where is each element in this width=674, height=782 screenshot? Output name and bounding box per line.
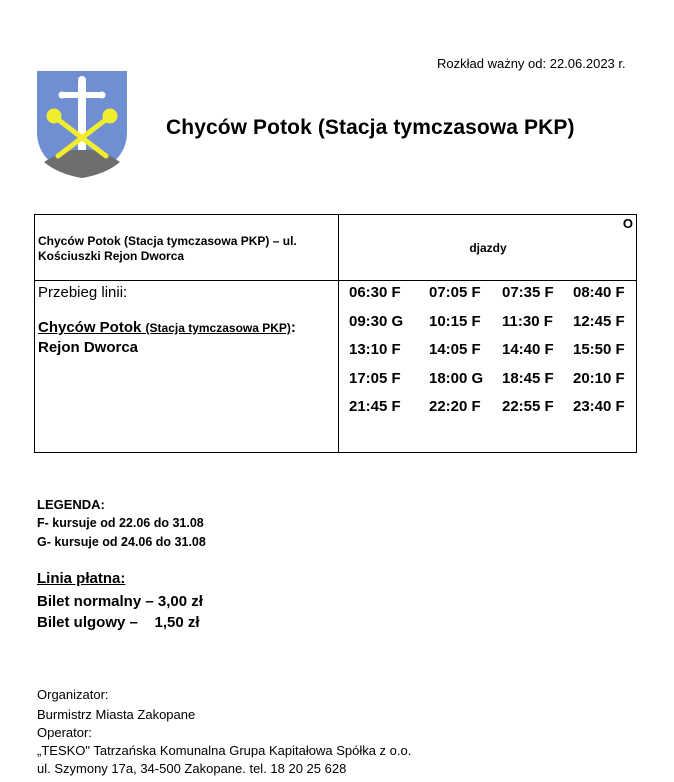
legend-item-f: F- kursuje od 22.06 do 31.08: [37, 516, 204, 530]
departure-time: 09:30 G: [349, 312, 404, 330]
departure-time: 14:40 F: [502, 341, 554, 358]
departure-time: 13:10 F: [349, 341, 401, 358]
legend-item-g: G- kursuje od 24.06 do 31.08: [37, 535, 206, 549]
route-stop-sub: (Stacja tymczasowa PKP): [145, 321, 291, 335]
departure-time: 18:00 G: [429, 369, 484, 387]
departure-time: 21:45 F: [349, 398, 401, 415]
fare-normal: Bilet normalny – 3,00 zł: [37, 593, 203, 610]
operator-address: ul. Szymony 17a, 34-500 Zakopane. tel. 18 20 25 628: [37, 761, 347, 776]
stop-header: Chyców Potok (Stacja tymczasowa PKP) – ul. Kościuszki Rejon Dworca: [38, 234, 297, 263]
departure-time: 08:40 F: [573, 284, 625, 301]
legend-title: LEGENDA:: [37, 497, 105, 512]
route-stop-area: Rejon Dworca: [38, 339, 139, 356]
route-stop-main: Chyców Potok (Stacja tymczasowa PKP): [38, 319, 291, 336]
departure-time: 22:55 F: [502, 398, 554, 415]
departure-time: 15:50 F: [573, 341, 625, 358]
departure-time: 23:40 F: [573, 398, 625, 415]
departure-time: 17:05 F: [349, 369, 401, 387]
coat-of-arms-logo: [36, 70, 128, 180]
route-stop-colon: :: [290, 319, 296, 336]
page-title: Chyców Potok (Stacja tymczasowa PKP): [166, 116, 575, 139]
departure-time: 18:45 F: [502, 369, 554, 387]
timetable-box: [34, 214, 637, 453]
operator-name: „TESKO" Tatrzańska Komunalna Grupa Kapitałowa Spółka z o.o.: [37, 743, 412, 758]
fares-title: Linia płatna:: [37, 570, 126, 587]
departure-time: 14:05 F: [429, 341, 481, 358]
departure-time: 07:05 F: [429, 284, 481, 301]
departure-time: 06:30 F: [349, 284, 401, 301]
departure-time: 07:35 F: [502, 284, 554, 301]
route-label: Przebieg linii:: [38, 284, 128, 301]
departures-header: djazdy: [469, 241, 507, 255]
departure-times-grid: [349, 284, 643, 427]
departure-time: 10:15 F: [429, 312, 481, 330]
departure-time: 22:20 F: [429, 398, 481, 415]
organizer-label: Organizator:: [37, 687, 109, 702]
route-stop: [38, 318, 334, 357]
validity-date: Rozkład ważny od: 22.06.2023 r.: [437, 56, 626, 71]
organizer-name: Burmistrz Miasta Zakopane: [37, 707, 196, 722]
departure-time: 12:45 F: [573, 312, 625, 330]
corner-mark: O: [622, 216, 633, 231]
departure-time: 11:30 F: [502, 312, 553, 330]
departure-time: 20:10 F: [573, 369, 625, 387]
row-divider: [35, 280, 636, 281]
operator-label: Operator:: [37, 725, 92, 740]
fare-reduced: Bilet ulgowy – 1,50 zł: [37, 614, 200, 631]
